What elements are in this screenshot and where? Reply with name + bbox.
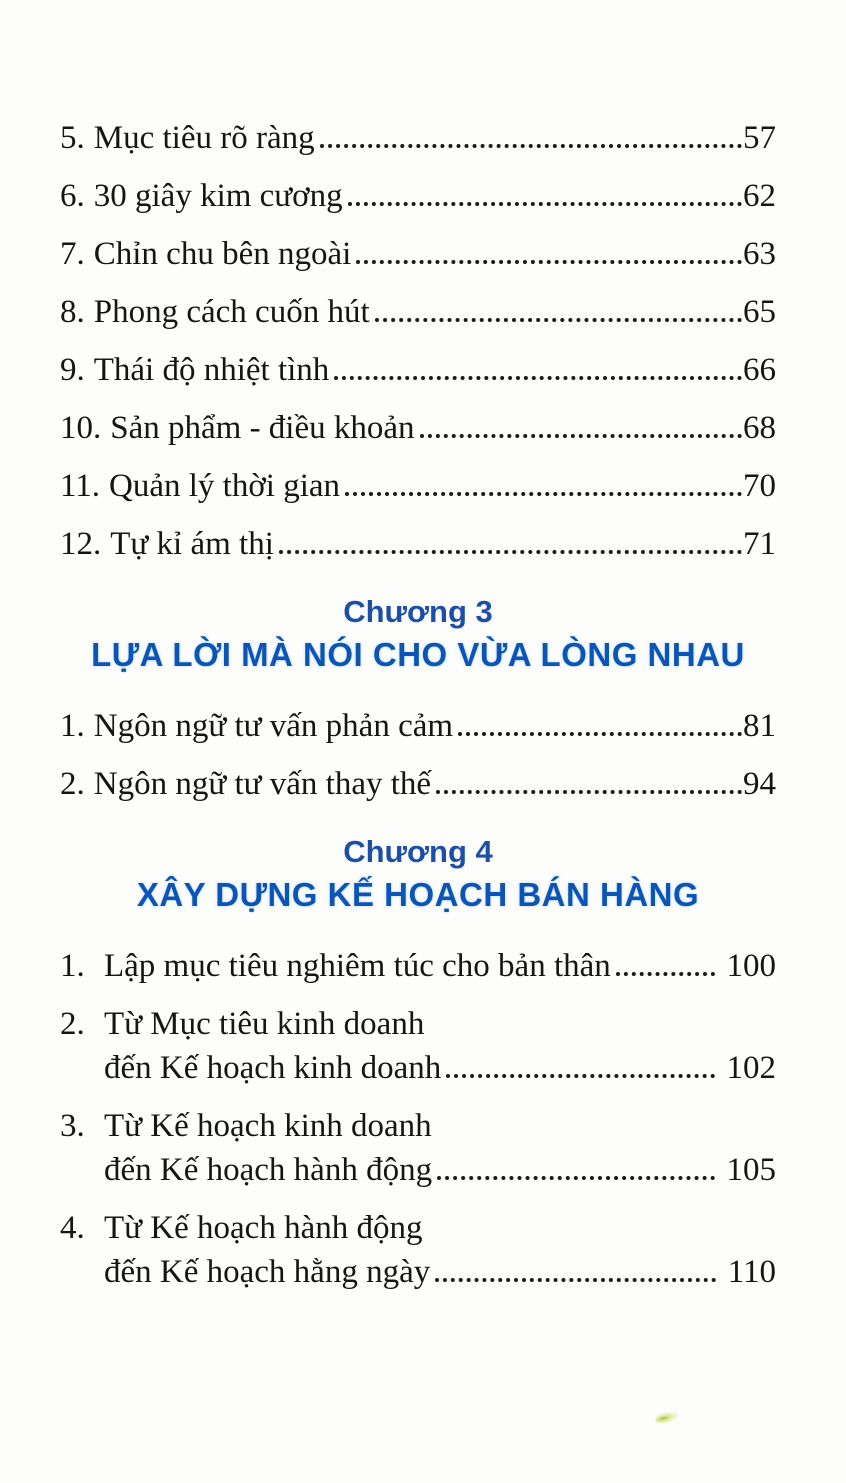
chapter4-title: XÂY DỰNG KẾ HOẠCH BÁN HÀNG (136, 876, 700, 913)
entry-number: 1. (60, 948, 85, 984)
entry-number: 11. (60, 468, 101, 504)
dot-leader (446, 1074, 714, 1078)
entry-page: 71 (743, 526, 776, 562)
entry-number: 12. (60, 526, 102, 562)
dot-leader (435, 1278, 716, 1282)
dot-leader (420, 434, 742, 438)
toc-entry (60, 944, 776, 988)
entry-number: 3. (60, 1108, 85, 1144)
dot-leader (320, 144, 742, 148)
dot-leader (279, 550, 742, 554)
entry-label: Lập mục tiêu nghiêm túc cho bản thân (104, 948, 611, 984)
entry-label-line2: đến Kế hoạch hành động (104, 1152, 433, 1188)
dot-leader (356, 260, 742, 264)
dot-leader (437, 1176, 714, 1180)
entry-number: 6. (60, 178, 85, 214)
entry-page: 100 (726, 948, 776, 984)
entry-label: Chỉn chu bên ngoài (93, 236, 352, 272)
toc-entry (60, 174, 776, 218)
entry-label: Tự kỉ ám thị (110, 526, 274, 562)
entry-page: 94 (743, 766, 776, 802)
entry-label-line1: Từ Kế hoạch hành động (104, 1210, 423, 1246)
chapter3-heading (60, 592, 776, 678)
entry-number: 4. (60, 1210, 85, 1246)
entry-page: 105 (726, 1152, 776, 1188)
entry-number: 2. (60, 766, 85, 802)
entry-page: 68 (743, 410, 776, 446)
entry-label-line1: Từ Mục tiêu kinh doanh (104, 1006, 425, 1042)
entry-page: 65 (743, 294, 776, 330)
entry-number: 10. (60, 410, 102, 446)
dot-leader (436, 790, 742, 794)
chapter3-kicker: Chương 3 (343, 594, 493, 629)
chapter3-title: LỰA LỜI MÀ NÓI CHO VỪA LÒNG NHAU (91, 636, 745, 673)
toc-entry-multiline (60, 1002, 776, 1090)
entry-number: 2. (60, 1006, 85, 1042)
dot-leader (375, 318, 742, 322)
dot-leader (348, 202, 742, 206)
toc-entry (60, 762, 776, 806)
scan-smudge-mark (654, 1409, 680, 1425)
entry-label: Thái độ nhiệt tình (93, 352, 330, 388)
toc-entry (60, 522, 776, 566)
entry-label-line1: Từ Kế hoạch kinh doanh (104, 1108, 432, 1144)
toc-entry (60, 232, 776, 276)
entry-label-line2: đến Kế hoạch kinh doanh (104, 1050, 442, 1086)
dot-leader (345, 492, 742, 496)
entry-label: Sản phẩm - điều khoản (110, 410, 415, 446)
entry-label: Phong cách cuốn hút (93, 294, 370, 330)
entry-page: 62 (743, 178, 776, 214)
entry-page: 70 (743, 468, 776, 504)
chapter4-heading (60, 832, 776, 918)
toc-entry (60, 704, 776, 748)
dot-leader (334, 376, 742, 380)
entry-label-line2: đến Kế hoạch hằng ngày (104, 1254, 431, 1290)
entry-number: 7. (60, 236, 85, 272)
chapter4-kicker: Chương 4 (343, 834, 493, 869)
toc-entry (60, 116, 776, 160)
entry-number: 5. (60, 120, 85, 156)
entry-number: 1. (60, 708, 85, 744)
toc-entry-multiline (60, 1206, 776, 1294)
toc-entry (60, 290, 776, 334)
entry-label: Ngôn ngữ tư vấn phản cảm (93, 708, 454, 744)
entry-page: 57 (743, 120, 776, 156)
entry-page: 63 (743, 236, 776, 272)
entry-label: 30 giây kim cương (93, 178, 343, 214)
entry-page: 66 (743, 352, 776, 388)
toc-entry (60, 406, 776, 450)
entry-label: Quản lý thời gian (109, 468, 341, 504)
toc-entry (60, 464, 776, 508)
entry-page: 102 (726, 1050, 776, 1086)
dot-leader (616, 972, 715, 976)
entry-page: 110 (727, 1254, 776, 1290)
toc-entry-multiline (60, 1104, 776, 1192)
entry-label: Mục tiêu rõ ràng (93, 120, 315, 156)
entry-label: Ngôn ngữ tư vấn thay thế (93, 766, 432, 802)
dot-leader (458, 732, 742, 736)
entry-number: 9. (60, 352, 85, 388)
entry-page: 81 (743, 708, 776, 744)
entry-number: 8. (60, 294, 85, 330)
toc-entry (60, 348, 776, 392)
